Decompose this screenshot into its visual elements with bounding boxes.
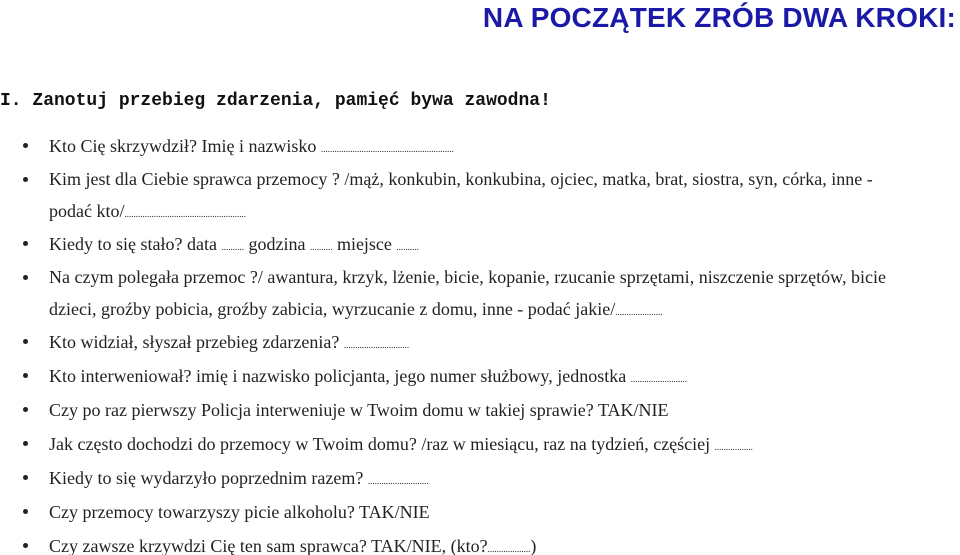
question-text: miejsce [336, 234, 392, 254]
bullet-icon [23, 407, 28, 412]
question-list [0, 129, 960, 555]
list-item [0, 261, 960, 325]
question-text: Kim jest dla Ciebie sprawca przemocy ? /mąż, konkubin, konkubina, ojciec, matka, brat, siostra, syn, córka, inne - [49, 169, 873, 189]
bullet-icon [23, 475, 28, 480]
answer-blank[interactable]: ................. [714, 442, 753, 452]
question-text: Czy zawsze krzywdzi Cię ten sam sprawca? TAK/NIE, (kto? [49, 536, 488, 555]
list-item [0, 359, 960, 393]
bullet-icon [23, 275, 28, 280]
list-item [0, 495, 960, 529]
question-text: Kiedy to się wydarzyło poprzednim razem? [49, 468, 364, 488]
closing-paren: ) [530, 536, 537, 555]
question-text: Czy przemocy towarzyszy picie alkoholu? TAK/NIE [49, 502, 430, 522]
question-text: Kiedy to się stało? data [49, 234, 217, 254]
list-item [0, 163, 960, 227]
question-text: Kto widział, słyszał przebieg zdarzenia? [49, 332, 340, 352]
date-blank[interactable]: .......... [221, 242, 244, 252]
list-item [0, 227, 960, 261]
list-item [0, 427, 960, 461]
page-title: NA POCZĄTEK ZRÓB DWA KROKI: [482, 2, 956, 33]
place-blank[interactable]: .......... [396, 242, 419, 252]
bullet-icon [23, 373, 28, 378]
list-item [0, 129, 960, 163]
bullet-icon [23, 441, 28, 446]
list-item [0, 393, 960, 427]
bullet-icon [23, 143, 28, 148]
answer-blank[interactable]: ............................. [343, 340, 410, 350]
answer-blank[interactable]: ...................................................... [124, 209, 246, 219]
list-item [0, 529, 960, 555]
list-item [0, 461, 960, 495]
time-blank[interactable]: .......... [309, 242, 333, 252]
bullet-icon [23, 339, 28, 344]
question-text-continued: podać kto/ [49, 201, 125, 221]
list-item [0, 325, 960, 359]
bullet-icon [23, 177, 28, 182]
bullet-icon [23, 543, 28, 548]
question-text: Kto Cię skrzywdził? Imię i nazwisko [49, 136, 317, 156]
question-text: Kto interweniował? imię i nazwisko policjanta, jego numer służbowy, jednostka [49, 366, 627, 386]
question-text: Jak często dochodzi do przemocy w Twoim domu? /raz w miesiącu, raz na tydzień, częściej [49, 434, 711, 454]
question-text: Na czym polegała przemoc ?/ awantura, krzyk, lżenie, bicie, kopanie, rzucanie sprzętami, niszczenie sprzętów, bicie [49, 267, 886, 287]
answer-blank[interactable]: ........................... [367, 476, 429, 486]
bullet-icon [23, 241, 28, 246]
answer-blank[interactable]: ................... [487, 544, 531, 554]
answer-blank[interactable]: ..................... [615, 307, 663, 317]
question-text: Czy po raz pierwszy Policja interweniuje w Twoim domu w takiej sprawie? TAK/NIE [49, 400, 669, 420]
section-heading: I. Zanotuj przebieg zdarzenia, pamięć bywa zawodna! [0, 91, 551, 111]
question-text: godzina [248, 234, 306, 254]
answer-blank[interactable]: ......................... [630, 374, 687, 384]
bullet-icon [23, 509, 28, 514]
answer-blank[interactable]: ........................................................... [320, 144, 454, 154]
question-text-continued: dzieci, groźby pobicia, groźby zabicia, wyrzucanie z domu, inne - podać jakie/ [49, 299, 616, 319]
